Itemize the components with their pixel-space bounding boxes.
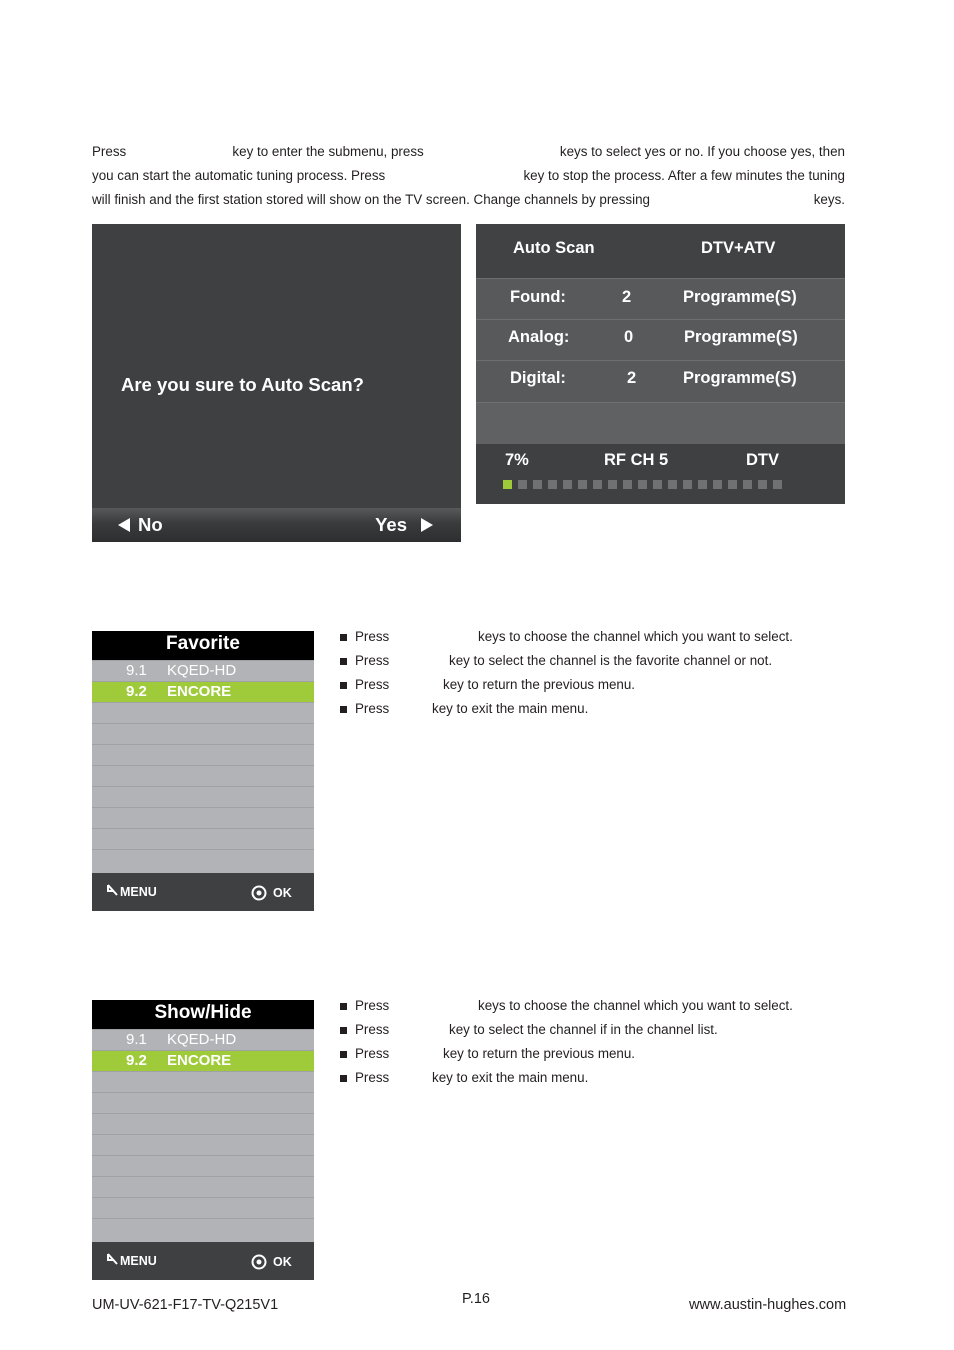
progress-dot-empty: [518, 480, 527, 489]
no-button[interactable]: [118, 514, 163, 536]
scan-header: [476, 224, 845, 278]
ok-circle-icon: [251, 885, 267, 901]
channel-list-item-selected[interactable]: [92, 1050, 314, 1071]
channel-list-item-selected[interactable]: [92, 681, 314, 702]
row-label: Analog:: [508, 328, 570, 346]
channel-number: 9.1: [126, 1031, 147, 1048]
channel-list-item[interactable]: [92, 660, 314, 681]
yes-label: Yes: [375, 514, 407, 535]
empty-list-item: [92, 1176, 314, 1197]
progress-dot-empty: [533, 480, 542, 489]
progress-dot-empty: [743, 480, 752, 489]
progress-dot-empty: [653, 480, 662, 489]
progress-dot-empty: [548, 480, 557, 489]
progress-dot-empty: [668, 480, 677, 489]
channel-number: 9.2: [126, 683, 147, 700]
empty-list-item: [92, 1218, 314, 1239]
instruction-item: Press key to return the previous menu.: [340, 1042, 860, 1066]
progress-dot-empty: [773, 480, 782, 489]
ok-circle-icon: [251, 1254, 267, 1270]
channel-name: ENCORE: [167, 1052, 232, 1069]
empty-list-item: [92, 1071, 314, 1092]
empty-list-item: [92, 702, 314, 723]
favorite-menu-footer: [92, 873, 314, 911]
row-label: Found:: [510, 288, 566, 306]
progress-dot-empty: [563, 480, 572, 489]
channel-name: KQED-HD: [167, 662, 237, 679]
scan-mode: DTV+ATV: [701, 239, 776, 257]
row-count: 2: [622, 288, 632, 306]
progress-dot-empty: [713, 480, 722, 489]
instruction-item: Press key to exit the main menu.: [340, 697, 860, 721]
showhide-menu-footer: [92, 1242, 314, 1280]
auto-scan-progress-panel: [476, 224, 845, 504]
intro-paragraph: [92, 140, 845, 212]
scan-title: Auto Scan: [513, 239, 595, 257]
instruction-item: Press key to select the channel if in the channel list.: [340, 1018, 860, 1042]
doc-code: UM-UV-621-F17-TV-Q215V1: [92, 1297, 279, 1313]
empty-list-item: [92, 807, 314, 828]
empty-list-item: [92, 1134, 314, 1155]
empty-list-item: [92, 1197, 314, 1218]
scan-channel: RF CH 5: [604, 451, 669, 469]
progress-dot-empty: [608, 480, 617, 489]
showhide-menu-title: Show/Hide: [92, 1000, 314, 1029]
intro-line-1: [92, 140, 845, 164]
empty-list-item: [92, 765, 314, 786]
scan-percent: 7%: [505, 451, 529, 469]
ok-button[interactable]: [251, 1254, 292, 1270]
menu-button[interactable]: [106, 884, 157, 899]
arrow-right-icon: [421, 518, 433, 532]
showhide-instructions: [340, 994, 860, 1090]
return-arrow-icon: [106, 1253, 120, 1267]
intro-text: key to enter the submenu, press: [232, 144, 424, 159]
menu-label: MENU: [120, 885, 157, 899]
scan-status-bar: [476, 444, 845, 504]
confirm-button-bar: [92, 508, 461, 542]
progress-dot-empty: [698, 480, 707, 489]
website: www.austin-hughes.com: [689, 1297, 847, 1313]
scan-row-empty: [476, 402, 845, 445]
instruction-item: Press keys to choose the channel which you want to select.: [340, 994, 860, 1018]
favorite-menu: [92, 631, 314, 911]
scan-row-analog: [476, 319, 845, 361]
progress-dot-empty: [638, 480, 647, 489]
row-unit: Programme(S): [683, 288, 797, 306]
confirm-question: Are you sure to Auto Scan?: [121, 374, 364, 395]
intro-text: you can start the automatic tuning process. Press: [92, 168, 386, 183]
intro-text: keys to select yes or no. If you choose yes, then: [559, 144, 845, 159]
ok-label: OK: [273, 886, 292, 900]
no-label: No: [138, 514, 163, 535]
intro-line-3: [92, 188, 845, 212]
instruction-item: Press key to return the previous menu.: [340, 673, 860, 697]
scan-row-digital: [476, 360, 845, 403]
empty-list-item: [92, 828, 314, 849]
channel-name: ENCORE: [167, 683, 232, 700]
row-label: Digital:: [510, 369, 566, 387]
ok-button[interactable]: [251, 885, 292, 901]
empty-list-item: [92, 1092, 314, 1113]
intro-line-2: [92, 164, 845, 188]
progress-dot-empty: [593, 480, 602, 489]
instruction-item: Press key to select the channel is the favorite channel or not.: [340, 649, 860, 673]
menu-button[interactable]: [106, 1253, 157, 1268]
channel-list-item[interactable]: [92, 1029, 314, 1050]
row-unit: Programme(S): [683, 369, 797, 387]
progress-dot-empty: [623, 480, 632, 489]
progress-dot-empty: [728, 480, 737, 489]
favorite-menu-title: Favorite: [92, 631, 314, 660]
intro-text: key to stop the process. After a few minutes the tuning: [523, 168, 845, 183]
arrow-left-icon: [118, 518, 130, 532]
menu-label: MENU: [120, 1254, 157, 1268]
progress-dot-empty: [758, 480, 767, 489]
row-count: 2: [627, 369, 637, 387]
intro-text: Press: [92, 144, 127, 159]
empty-list-item: [92, 744, 314, 765]
ok-label: OK: [273, 1255, 292, 1269]
yes-button[interactable]: [375, 514, 433, 536]
progress-dot-empty: [578, 480, 587, 489]
intro-text: will finish and the first station stored will show on the TV screen. Change channels by pressing: [92, 192, 650, 207]
channel-number: 9.2: [126, 1052, 147, 1069]
progress-dot-empty: [683, 480, 692, 489]
progress-dot-filled: [503, 480, 512, 489]
scan-row-found: [476, 278, 845, 320]
empty-list-item: [92, 723, 314, 744]
auto-scan-confirm-dialog: [92, 224, 461, 542]
channel-number: 9.1: [126, 662, 147, 679]
row-unit: Programme(S): [684, 328, 798, 346]
return-arrow-icon: [106, 884, 120, 898]
instruction-item: Press key to exit the main menu.: [340, 1066, 860, 1090]
empty-list-item: [92, 786, 314, 807]
instruction-item: Press keys to choose the channel which you want to select.: [340, 625, 860, 649]
intro-text: keys.: [813, 192, 845, 207]
scan-type: DTV: [746, 451, 779, 469]
empty-list-item: [92, 1155, 314, 1176]
page-number: P.16: [462, 1291, 490, 1307]
empty-list-item: [92, 849, 314, 870]
empty-list-item: [92, 1113, 314, 1134]
showhide-menu: [92, 1000, 314, 1280]
favorite-instructions: [340, 625, 860, 721]
row-count: 0: [624, 328, 634, 346]
channel-name: KQED-HD: [167, 1031, 237, 1048]
